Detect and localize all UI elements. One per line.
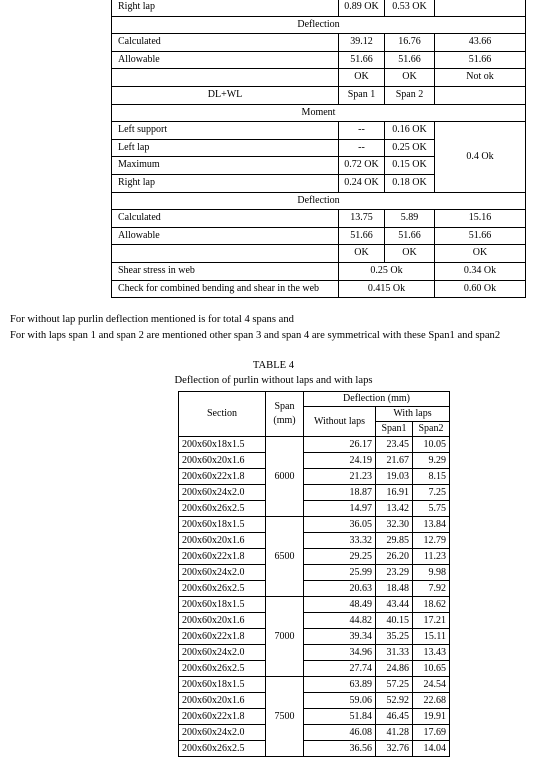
- cell-with-laps-span2: 10.65: [413, 661, 450, 677]
- cell-section: 200x60x24x2.0: [179, 565, 266, 581]
- cell-span1: --: [339, 139, 385, 157]
- cell-span1: 51.66: [339, 51, 385, 69]
- cell-without-laps: 20.63: [304, 581, 376, 597]
- table-row: [179, 565, 450, 581]
- cell-with-laps-span2: 19.91: [413, 709, 450, 725]
- cell-section: 200x60x20x1.6: [179, 613, 266, 629]
- cell-span1: OK: [339, 69, 385, 87]
- load-case-label: DL+WL: [112, 86, 339, 104]
- cell-without-laps: 34.96: [304, 645, 376, 661]
- cell-span2: 0.53 OK: [385, 0, 435, 16]
- section-heading: Deflection: [112, 192, 526, 210]
- row-label: Right lap: [112, 174, 339, 192]
- cell-section: 200x60x20x1.6: [179, 533, 266, 549]
- cell-with-laps-span2: 18.62: [413, 597, 450, 613]
- row-label: Allowable: [112, 51, 339, 69]
- table-row: [179, 453, 450, 469]
- cell-without-laps: 21.23: [304, 469, 376, 485]
- cell-without-laps: 63.89: [304, 677, 376, 693]
- table-row: [112, 34, 526, 52]
- cell-without-laps: 44.82: [304, 613, 376, 629]
- cell-section: 200x60x22x1.8: [179, 549, 266, 565]
- table-row: [179, 693, 450, 709]
- cell-span2: 51.66: [385, 51, 435, 69]
- row-label: Maximum: [112, 157, 339, 175]
- note-line-1: For without lap purlin deflection mentioned is for total 4 spans and: [10, 314, 294, 325]
- header-span: [266, 392, 304, 437]
- cell-with-laps-span2: 17.69: [413, 725, 450, 741]
- cell-section: 200x60x18x1.5: [179, 677, 266, 693]
- cell-section: 200x60x18x1.5: [179, 597, 266, 613]
- cell-without-laps: 27.74: [304, 661, 376, 677]
- cell-with-laps-span1: 21.67: [376, 453, 413, 469]
- cell-section: 200x60x26x2.5: [179, 581, 266, 597]
- row-label: [112, 245, 339, 263]
- cell-span2: OK: [385, 69, 435, 87]
- cell-span1: 0.72 OK: [339, 157, 385, 175]
- cell-span3: [435, 86, 526, 104]
- header-without-laps: Without laps: [304, 407, 376, 437]
- cell-with-laps-span1: 40.15: [376, 613, 413, 629]
- header-span-line1: Span: [274, 401, 295, 412]
- cell-with-laps-span2: 9.98: [413, 565, 450, 581]
- cell-span2: 16.76: [385, 34, 435, 52]
- cell-without-laps: 59.06: [304, 693, 376, 709]
- cell-section: 200x60x20x1.6: [179, 453, 266, 469]
- cell-span3: [435, 0, 526, 16]
- table-title: Deflection of purlin without laps and with laps: [174, 375, 373, 386]
- cell-span2: OK: [385, 245, 435, 263]
- cell-without-laps: 26.17: [304, 437, 376, 453]
- cell-with-laps-span2: 13.43: [413, 645, 450, 661]
- table-row: [179, 677, 450, 693]
- table-row: [179, 645, 450, 661]
- cell-without-laps: 51.84: [304, 709, 376, 725]
- section-heading: Deflection: [112, 16, 526, 34]
- row-label: Right lap: [112, 0, 339, 16]
- cell-with-laps-span1: 43.44: [376, 597, 413, 613]
- cell-span1: 13.75: [339, 210, 385, 228]
- cell-with-laps-span1: 41.28: [376, 725, 413, 741]
- note-line-2: For with laps span 1 and span 2 are mentioned other span 3 and span 4 are symmetrical with these Span1 and span2: [10, 330, 501, 341]
- row-label: Calculated: [112, 210, 339, 228]
- row-label: Check for combined bending and shear in the web: [112, 280, 339, 298]
- cell-without-laps: 36.05: [304, 517, 376, 533]
- cell-section: 200x60x20x1.6: [179, 693, 266, 709]
- cell-without-laps: 33.32: [304, 533, 376, 549]
- cell-with-laps-span1: 32.76: [376, 741, 413, 757]
- cell-span3: 43.66: [435, 34, 526, 52]
- cell-with-laps-span2: 8.15: [413, 469, 450, 485]
- cell-with-laps-span1: 57.25: [376, 677, 413, 693]
- table-row: [112, 122, 526, 140]
- row-label: Calculated: [112, 34, 339, 52]
- cell-with-laps-span2: 13.84: [413, 517, 450, 533]
- table-row: [179, 501, 450, 517]
- cell-with-laps-span2: 10.05: [413, 437, 450, 453]
- cell-with-laps-span1: 29.85: [376, 533, 413, 549]
- cell-with-laps-span2: 7.25: [413, 485, 450, 501]
- cell-span2: Span 2: [385, 86, 435, 104]
- cell-with-laps-span2: 9.29: [413, 453, 450, 469]
- table-row: [179, 709, 450, 725]
- table-row: [179, 517, 450, 533]
- table-row: [112, 16, 526, 34]
- cell-span2: 0.15 OK: [385, 157, 435, 175]
- cell-span1: 39.12: [339, 34, 385, 52]
- cell-with-laps-span1: 23.29: [376, 565, 413, 581]
- cell-span-mm: 7000: [266, 597, 304, 677]
- table-row: [179, 661, 450, 677]
- cell-section: 200x60x26x2.5: [179, 501, 266, 517]
- cell-without-laps: 18.87: [304, 485, 376, 501]
- cell-span3: 0.60 Ok: [435, 280, 526, 298]
- cell-span2: 0.18 OK: [385, 174, 435, 192]
- cell-with-laps-span1: 23.45: [376, 437, 413, 453]
- cell-without-laps: 29.25: [304, 549, 376, 565]
- cell-span-mm: 7500: [266, 677, 304, 757]
- row-label: Shear stress in web: [112, 262, 339, 280]
- table-row: [179, 629, 450, 645]
- cell-without-laps: 39.34: [304, 629, 376, 645]
- design-check-table: [111, 0, 526, 298]
- row-label: [112, 69, 339, 87]
- cell-span1: --: [339, 122, 385, 140]
- deflection-table: [178, 391, 450, 757]
- table-row: [112, 192, 526, 210]
- header-span-line2: (mm): [273, 415, 296, 426]
- cell-section: 200x60x22x1.8: [179, 629, 266, 645]
- cell-with-laps-span2: 22.68: [413, 693, 450, 709]
- cell-span3: 15.16: [435, 210, 526, 228]
- header-span2: Span2: [413, 422, 450, 437]
- cell-with-laps-span2: 5.75: [413, 501, 450, 517]
- cell-without-laps: 14.97: [304, 501, 376, 517]
- cell-span3: 51.66: [435, 227, 526, 245]
- cell-without-laps: 46.08: [304, 725, 376, 741]
- cell-span2: 5.89: [385, 210, 435, 228]
- section-heading: Moment: [112, 104, 526, 122]
- table-row: [112, 0, 526, 16]
- cell-span2: 0.16 OK: [385, 122, 435, 140]
- cell-with-laps-span1: 35.25: [376, 629, 413, 645]
- table-row: [112, 227, 526, 245]
- table-row: [179, 485, 450, 501]
- cell-without-laps: 36.56: [304, 741, 376, 757]
- cell-without-laps: 24.19: [304, 453, 376, 469]
- table-row: [179, 725, 450, 741]
- cell-span1: 51.66: [339, 227, 385, 245]
- header-with-laps: With laps: [376, 407, 450, 422]
- cell-with-laps-span1: 46.45: [376, 709, 413, 725]
- table-row: [179, 469, 450, 485]
- cell-section: 200x60x26x2.5: [179, 661, 266, 677]
- cell-section: 200x60x22x1.8: [179, 469, 266, 485]
- cell-with-laps-span2: 17.21: [413, 613, 450, 629]
- cell-without-laps: 48.49: [304, 597, 376, 613]
- cell-span1: OK: [339, 245, 385, 263]
- cell-span2: 51.66: [385, 227, 435, 245]
- cell-section: 200x60x18x1.5: [179, 437, 266, 453]
- cell-with-laps-span2: 15.11: [413, 629, 450, 645]
- cell-section: 200x60x24x2.0: [179, 485, 266, 501]
- cell-with-laps-span1: 19.03: [376, 469, 413, 485]
- cell-span3: Not ok: [435, 69, 526, 87]
- cell-span3-merged: 0.4 Ok: [435, 122, 526, 192]
- table-row: [112, 280, 526, 298]
- cell-with-laps-span1: 24.86: [376, 661, 413, 677]
- cell-with-laps-span1: 18.48: [376, 581, 413, 597]
- cell-span3: 0.34 Ok: [435, 262, 526, 280]
- cell-with-laps-span2: 14.04: [413, 741, 450, 757]
- cell-span1: 0.89 OK: [339, 0, 385, 16]
- table-row: [179, 549, 450, 565]
- table-row: [179, 741, 450, 757]
- cell-with-laps-span1: 13.42: [376, 501, 413, 517]
- cell-section: 200x60x24x2.0: [179, 725, 266, 741]
- cell-span12: 0.25 Ok: [339, 262, 435, 280]
- cell-with-laps-span1: 32.30: [376, 517, 413, 533]
- cell-with-laps-span2: 7.92: [413, 581, 450, 597]
- table-row: [179, 437, 450, 453]
- cell-with-laps-span1: 52.92: [376, 693, 413, 709]
- cell-section: 200x60x24x2.0: [179, 645, 266, 661]
- table-row: [112, 69, 526, 87]
- cell-with-laps-span1: 16.91: [376, 485, 413, 501]
- table-row: [112, 210, 526, 228]
- header-deflection: Deflection (mm): [304, 392, 450, 407]
- cell-span-mm: 6000: [266, 437, 304, 517]
- cell-span2: 0.25 OK: [385, 139, 435, 157]
- table-row: [112, 86, 526, 104]
- cell-with-laps-span2: 12.79: [413, 533, 450, 549]
- table-row: [179, 533, 450, 549]
- cell-with-laps-span1: 26.20: [376, 549, 413, 565]
- row-label: Left support: [112, 122, 339, 140]
- cell-with-laps-span1: 31.33: [376, 645, 413, 661]
- table-row: [179, 613, 450, 629]
- cell-section: 200x60x18x1.5: [179, 517, 266, 533]
- table-row: [112, 262, 526, 280]
- deflection-table-body: [179, 437, 450, 757]
- row-label: Allowable: [112, 227, 339, 245]
- table-row: [112, 104, 526, 122]
- table-number: TABLE 4: [252, 360, 295, 371]
- header-section: Section: [179, 392, 266, 437]
- cell-with-laps-span2: 24.54: [413, 677, 450, 693]
- header-span1: Span1: [376, 422, 413, 437]
- header-row: [179, 392, 450, 407]
- table-row: [112, 51, 526, 69]
- cell-with-laps-span2: 11.23: [413, 549, 450, 565]
- cell-section: 200x60x26x2.5: [179, 741, 266, 757]
- cell-span-mm: 6500: [266, 517, 304, 597]
- cell-span3: OK: [435, 245, 526, 263]
- row-label: Left lap: [112, 139, 339, 157]
- cell-without-laps: 25.99: [304, 565, 376, 581]
- table-row: [179, 597, 450, 613]
- cell-span1: 0.24 OK: [339, 174, 385, 192]
- cell-span3: 51.66: [435, 51, 526, 69]
- cell-section: 200x60x22x1.8: [179, 709, 266, 725]
- table-row: [179, 581, 450, 597]
- cell-span1: Span 1: [339, 86, 385, 104]
- cell-span12: 0.415 Ok: [339, 280, 435, 298]
- table-row: [112, 245, 526, 263]
